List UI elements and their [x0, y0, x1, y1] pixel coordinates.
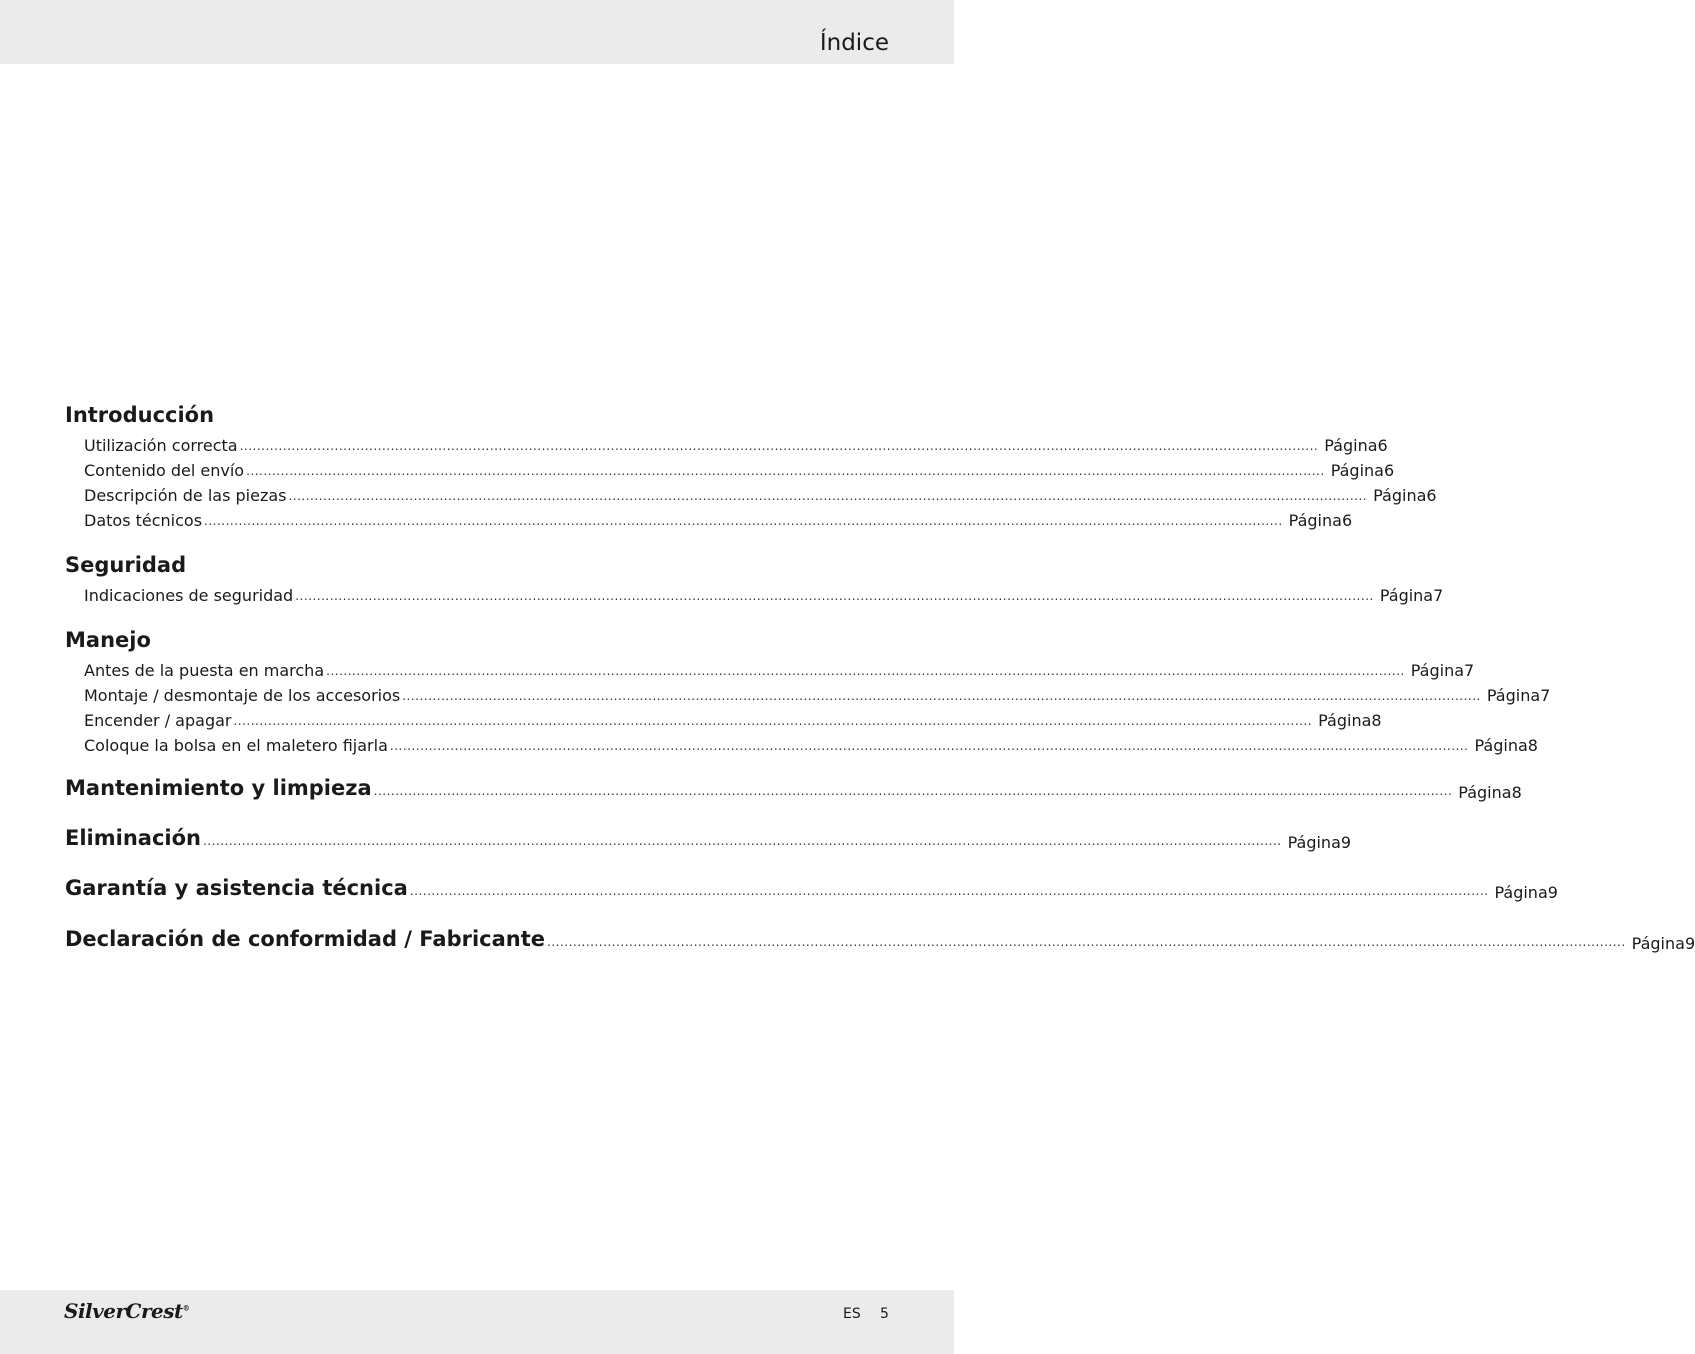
toc-entry-descripcion[interactable]: [84, 482, 1437, 506]
page-word: Página: [1410, 661, 1465, 680]
registered-mark: ®: [182, 1303, 190, 1313]
toc-section-garantia[interactable]: [65, 876, 1558, 902]
toc-section-seguridad[interactable]: Seguridad: [65, 553, 187, 577]
toc-entry-encender[interactable]: [84, 707, 1382, 731]
logo-text: SilverCrest: [64, 1299, 183, 1323]
toc-entry-label: Declaración de conformidad / Fabricante: [65, 927, 546, 951]
toc-entry-label: Garantía y asistencia técnica: [65, 876, 408, 900]
page-number: 8: [1371, 711, 1382, 730]
page-number-footer: 5: [880, 1306, 889, 1322]
toc-entry-label: Encender / apagar: [84, 711, 232, 730]
page-number: 6: [1426, 486, 1437, 505]
dot-leader: ..........................................................................................................................................................................................................................................................: [204, 514, 1283, 528]
toc-entry-label: Eliminación: [65, 826, 201, 850]
toc-entry-label: Montaje / desmontaje de los accesorios: [84, 686, 401, 705]
toc-section-declaracion[interactable]: [65, 927, 1695, 953]
page-number: 6: [1383, 461, 1395, 480]
dot-leader: ..........................................................................................................................................................................................................................................................: [402, 689, 1481, 703]
dot-leader: ..........................................................................................................................................................................................................................................................: [246, 464, 1325, 478]
toc-entry-utilizacion[interactable]: [84, 432, 1388, 456]
page-word: Página: [1379, 586, 1434, 605]
page-word: Página: [1458, 783, 1512, 802]
dot-leader: ..........................................................................................................................................................................................................................................................: [239, 439, 1319, 453]
toc-section-manejo[interactable]: Manejo: [65, 628, 151, 652]
dot-leader: ..........................................................................................................................................................................................................................................................: [295, 589, 1374, 603]
page-word: Página: [1494, 883, 1548, 902]
toc-entry-label: Utilización correcta: [84, 436, 238, 455]
brand-logo: [64, 1299, 189, 1323]
toc-entry-montaje[interactable]: [84, 682, 1551, 706]
page-word: Página: [1287, 833, 1341, 852]
page-number: 8: [1511, 783, 1522, 802]
page-number: 7: [1464, 661, 1475, 680]
toc-section-eliminacion[interactable]: [65, 826, 1352, 852]
page-word: Página: [1288, 511, 1342, 530]
page-word: Página: [1486, 686, 1541, 705]
dot-leader: ..........................................................................................................................................................................................................................................................: [409, 884, 1489, 898]
toc-entry-label: Antes de la puesta en marcha: [84, 661, 325, 680]
toc-entry-label: Contenido del envío: [84, 461, 245, 480]
page-number: 9: [1684, 934, 1695, 953]
dot-leader: ..........................................................................................................................................................................................................................................................: [389, 739, 1469, 753]
toc-entry-contenido[interactable]: [84, 457, 1395, 481]
page-number: 8: [1527, 736, 1538, 755]
toc-entry-label: Mantenimiento y limpieza: [65, 776, 372, 800]
dot-leader: ..........................................................................................................................................................................................................................................................: [233, 714, 1313, 728]
dot-leader: ..........................................................................................................................................................................................................................................................: [547, 935, 1626, 949]
toc-entry-antes[interactable]: [84, 657, 1475, 681]
dot-leader: ..........................................................................................................................................................................................................................................................: [288, 489, 1368, 503]
toc-entry-indicaciones[interactable]: [84, 582, 1444, 606]
dot-leader: ..........................................................................................................................................................................................................................................................: [373, 784, 1453, 798]
language-code: ES: [843, 1306, 861, 1322]
toc-entry-label: Coloque la bolsa en el maletero fijarla: [84, 736, 388, 755]
page-word: Página: [1631, 934, 1685, 953]
page-word: Página: [1474, 736, 1528, 755]
page-number: 7: [1540, 686, 1551, 705]
dot-leader: ..........................................................................................................................................................................................................................................................: [326, 664, 1405, 678]
toc-section-mantenimiento[interactable]: [65, 776, 1522, 802]
page-word: Página: [1324, 436, 1378, 455]
toc-entry-coloque[interactable]: [84, 732, 1538, 756]
page-word: Página: [1373, 486, 1427, 505]
page-number: 9: [1340, 833, 1352, 852]
toc-section-introduccion[interactable]: Introducción: [65, 403, 215, 427]
toc-entry-label: Descripción de las piezas: [84, 486, 287, 505]
page-number: 7: [1433, 586, 1444, 605]
toc-entry-datos[interactable]: [84, 507, 1353, 531]
page-word: Página: [1330, 461, 1384, 480]
page-number: 9: [1547, 883, 1558, 902]
page-word: Página: [1318, 711, 1372, 730]
toc-entry-label: Datos técnicos: [84, 511, 203, 530]
dot-leader: ..........................................................................................................................................................................................................................................................: [202, 834, 1282, 848]
page-number: 6: [1377, 436, 1388, 455]
toc-entry-label: Indicaciones de seguridad: [84, 586, 294, 605]
page-number: 6: [1341, 511, 1353, 530]
page-title: Índice: [819, 30, 889, 56]
